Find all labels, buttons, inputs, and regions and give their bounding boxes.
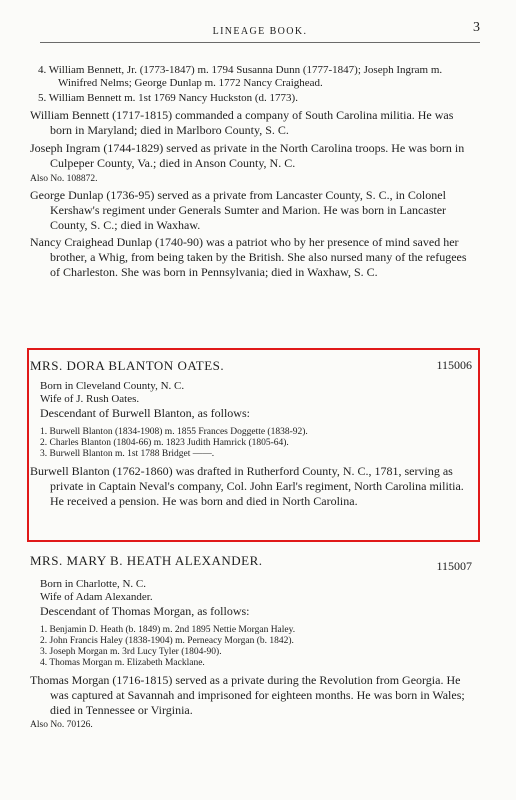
continuation-section (30, 64, 472, 280)
entry-number: 115006 (436, 358, 472, 372)
entry-number: 115007 (436, 559, 472, 573)
lineage-item: 3. Joseph Morgan m. 3rd Lucy Tyler (1804-90). (40, 647, 222, 657)
lineage-item: 1. Burwell Blanton (1834-1908) m. 1855 Frances Doggette (1838-92). (40, 427, 308, 437)
lineage-item: 2. Charles Blanton (1804-66) m. 1823 Judith Hamrick (1805-64). (40, 438, 289, 448)
paragraph-george-dunlap: George Dunlap (1736-95) served as a private from Lancaster County, S. C., in Colonel Kershaw's regiment under Generals Sumter and Marion. He was born in Lancaster County, S. C.; died in Waxhaw. (30, 188, 447, 232)
paragraph-william-bennett: William Bennett (1717-1815) commanded a company of South Carolina militia. He was born in Maryland; died in Marlboro County, S. C. (30, 108, 454, 137)
paragraph-thomas-morgan: Thomas Morgan (1716-1815) served as a private during the Revolution from Georgia. He was captured at Savannah and imprisoned for eighteen months. He was born in Wales; died in Tennessee or Virginia. (30, 673, 465, 717)
entry-name: MRS. MARY B. HEATH ALEXANDER. (30, 553, 263, 568)
also-number: Also No. 70126. (30, 720, 93, 730)
lineage-item: 2. John Francis Haley (1838-1904) m. Perneacy Morgan (b. 1842). (40, 636, 294, 646)
wife-line: Wife of Adam Alexander. (40, 591, 153, 603)
paragraph-joseph-ingram: Joseph Ingram (1744-1829) served as private in the North Carolina troops. He was born in Culpeper County, Va.; died in Anson County, N. C. (30, 141, 465, 170)
descendant-line: Descendant of Thomas Morgan, as follows: (40, 604, 250, 618)
lineage-item: 4. Thomas Morgan m. Elizabeth Macklane. (40, 658, 205, 668)
lineage-list (30, 625, 472, 669)
lineage-line-5: 5. William Bennett m. 1st 1769 Nancy Huckston (d. 1773). (38, 92, 298, 104)
also-number: Also No. 108872. (30, 174, 98, 184)
entry-mary-heath-alexander (30, 553, 472, 731)
page-header (40, 20, 480, 43)
entry-heading (30, 553, 472, 574)
running-title: LINEAGE BOOK. (212, 26, 308, 37)
lineage-item: 3. Burwell Blanton m. 1st 1788 Bridget ——. (40, 449, 215, 459)
lineage-item: 1. Benjamin D. Heath (b. 1849) m. 2nd 1895 Nettie Morgan Haley. (40, 625, 296, 635)
born-line: Born in Charlotte, N. C. (40, 578, 147, 590)
descendant-line: Descendant of Burwell Blanton, as follows: (40, 406, 250, 420)
highlight-box (27, 348, 480, 542)
born-line: Born in Cleveland County, N. C. (40, 380, 185, 392)
lineage-line-4: 4. William Bennett, Jr. (1773-1847) m. 1794 Susanna Dunn (1777-1847); Joseph Ingram m. Winifred Nelms; George Dunlap m. 1772 Nancy Craighead. (38, 64, 443, 89)
entry-name: MRS. DORA BLANTON OATES. (30, 358, 225, 373)
paragraph-burwell-blanton: Burwell Blanton (1762-1860) was drafted in Rutherford County, N. C., 1781, serving as private in Captain Neval's company, Col. John Earl's regiment, North Carolina militia. He received a pension. He was born and died in North Carolina. (30, 464, 464, 508)
wife-line: Wife of J. Rush Oates. (40, 393, 140, 405)
paragraph-nancy-dunlap: Nancy Craighead Dunlap (1740-90) was a patriot who by her presence of mind saved her brother, a Whig, from being taken by the British. She also nursed many of the refugees of Charleston. She was born in Pennsylvania; died in Waxhaw, S. C. (30, 235, 467, 279)
page-number: 3 (473, 20, 480, 35)
